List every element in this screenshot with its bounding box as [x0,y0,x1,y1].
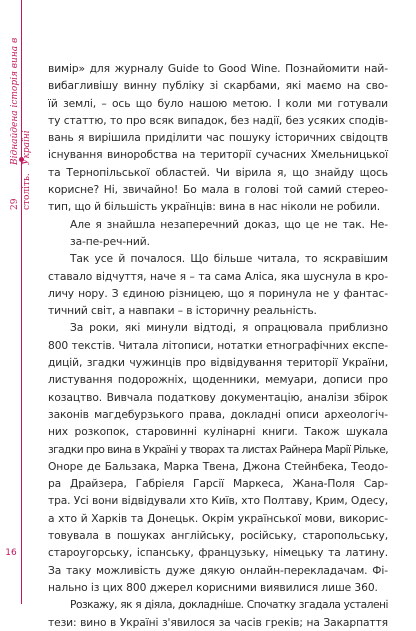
text-line: За таку можливість дуже дякую онлайн-перекладачам. Фі- [48,563,388,577]
text-line: тичний світ, а навпаки – в історичну реальність. [48,304,317,318]
text-line: За роки, які минули відтоді, я опрацювала приблизно [70,321,388,335]
paragraph-1 [48,60,388,216]
text-line: Оноре де Бальзака, Марка Твена, Джона Стейнбека, Теодо- [48,459,388,473]
text-line: ту статтю, то про всяк випадок, без надії, без усяких сподів- [48,113,388,127]
page-number: 16 [5,548,17,558]
text-line: згадки про вина в Україні у творах та листах Райнера Марії Рільке, [48,442,388,456]
text-line: законів магдебурзького права, докладні описи археологіч- [48,407,388,421]
paragraph-3 [48,250,388,319]
running-head [3,20,39,210]
text-line: корисне? Ні, звичайно! Бо мала в голові той самий стерео- [48,183,388,197]
text-line: дицій, згадки чужинців про відвідування території України, [48,356,388,370]
text-line: за-пе-реч-ний. [70,234,150,248]
text-line: їй землі, – ось що було нашою метою. І коли ми готували [48,96,388,110]
text-line: них розкопок, старовинні кулінарні книги. Також шукала [48,425,388,439]
text-line: личу нору. З єдиною різницею, що я поринула не у фантас- [48,286,388,300]
text-line: листування подорожніх, щоденники, мемуари, дописи про [48,373,388,387]
paragraph-2 [48,216,388,251]
running-head-number: 29 століть. [10,173,32,210]
body-text [48,60,388,631]
text-line: нально із цих 800 джерел корисними виявилися лише 360. [48,580,378,594]
text-line: Розкажу, як я діяла, докладніше. Спочатку згадала усталені [70,598,388,612]
text-line: та Тернопільської областей. Чи вірила я, що знайду щось [48,165,388,179]
paragraph-4 [48,319,388,596]
text-line: 800 текстів. Читала літописи, нотатки етнографічних експе- [48,338,388,352]
text-line: Так усе й почалося. Що більше читала, то яскравішим [70,252,388,266]
text-line: староугорську, іспанську, французьку, німецьку та латину. [48,546,388,560]
text-line: вибагливішу винну публіку зі скарбами, які маємо на сво- [48,79,388,93]
running-head-title: Віднайдена історія вина в Україні [10,37,32,166]
text-line: ра Драйзера, Габріеля Гарсії Маркеса, Жана-Поля Сар- [48,477,388,491]
text-line: тези: вино в Україні з'явилося за часів греків; на Закарпаття [48,615,388,629]
text-line: ставало відчуття, наче я – та сама Аліса, яка шуснула в кро- [48,269,388,283]
text-line: тип, що й більшість українців: вина в нас ніколи не робили. [48,200,381,214]
text-line: тра. Усі вони відвідували хто Київ, хто Полтаву, Крим, Одесу, [48,494,388,508]
text-line: Але я знайшла незаперечний доказ, що це не так. Не- [70,217,388,231]
text-line: вань я вирішила приділити час пошуку історичних свідоцтв [48,131,388,145]
text-line: існування виноробства на території сучасних Хмельницької [48,148,388,162]
text-line: а хто й Харків та Донецьк. Окрім української мови, викорис- [48,511,388,525]
paragraph-5 [48,596,388,631]
text-line: товувала в пошуках англійську, російську, старопольську, [48,529,388,543]
text-line: вимір» для журналу Guide to Good Wine. Познайомити най- [48,62,388,75]
text-line: козацтво. Вивчала податкову документацію, аналізи збірок [48,390,388,404]
